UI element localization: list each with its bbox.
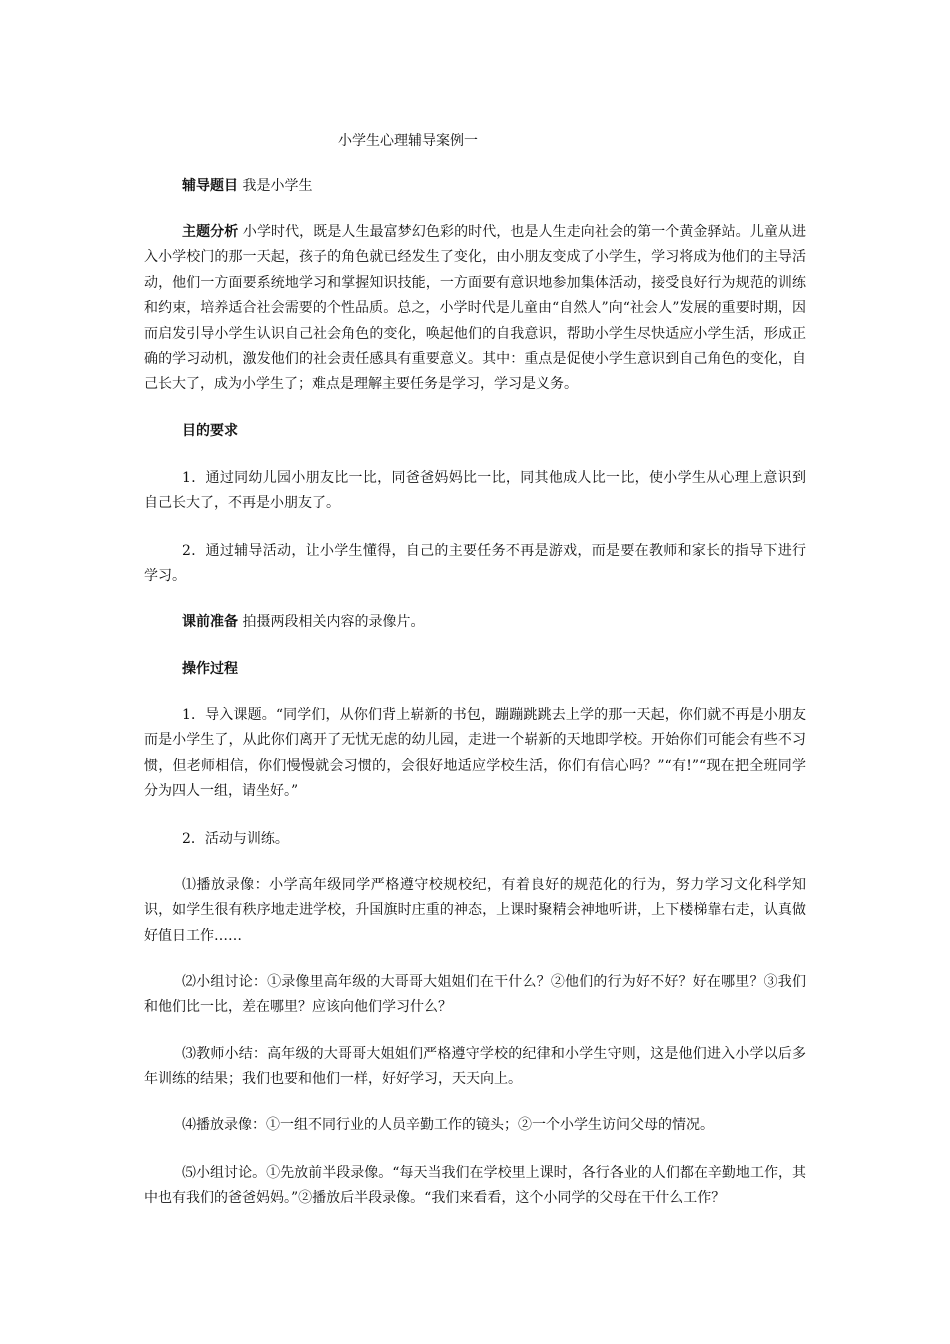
process-step-1: 1．导入课题。“同学们，从你们背上崭新的书包，蹦蹦跳跳去上学的那一天起，你们就不再是小朋友而是小学生了，从此你们离开了无忧无虑的幼儿园，走进一个崭新的天地即学校。开始你们可能会有些不习惯，但老师相信，你们慢慢就会习惯的，会很好地适应学校生活，你们有信心吗？”“有!”“现在把全班同学分为四人一组，请坐好。” (144, 707, 806, 800)
analysis-text: 小学时代，既是人生最富梦幻色彩的时代，也是人生走向社会的第一个黄金驿站。儿童从进入小学校门的那一天起，孩子的角色就已经发生了变化，由小朋友变成了小学生，学习将成为他们的主导活动，他们一方面要系统地学习和掌握知识技能，一方面要有意识地参加集体活动，接受良好行为规范的训练和约束，培养适合社会需要的个性品质。总之，小学时代是儿童由“自然人”向“社会人”发展的重要时期，因而启发引导小学生认识自己社会角色的变化，唤起他们的自我意识，帮助小学生尽快适应小学生活，形成正确的学习动机，激发他们的社会责任感具有重要意义。其中：重点是促使小学生意识到自己角色的变化，自己长大了，成为小学生了；难点是理解主要任务是学习，学习是义务。 (144, 224, 807, 393)
prep-text: 拍摄两段相关内容的录像片。 (242, 614, 425, 630)
process-sub-4: ⑷播放录像：①一组不同行业的人员辛勤工作的镜头；②一个小学生访问父母的情况。 (182, 1117, 714, 1133)
process-step-2: 2．活动与训练。 (182, 831, 289, 847)
goals-heading: 目的要求 (182, 423, 238, 439)
prep-label: 课前准备 (182, 614, 238, 630)
process-sub-3: ⑶教师小结：高年级的大哥哥大姐姐们严格遵守学校的纪律和小学生守则，这是他们进入小学以后多年训练的结果；我们也要和他们一样，好好学习，天天向上。 (144, 1046, 806, 1088)
process-sub-2: ⑵小组讨论：①录像里高年级的大哥哥大姐姐们在干什么？②他们的行为好不好？好在哪里？③我们和他们比一比，差在哪里？应该向他们学习什么？ (144, 974, 806, 1016)
analysis-label: 主题分析 (182, 224, 239, 240)
analysis-paragraph (144, 220, 806, 398)
topic-text: 我是小学生 (242, 178, 313, 194)
process-heading: 操作过程 (182, 661, 238, 677)
topic-label: 辅导题目 (182, 178, 238, 194)
document-title: 小学生心理辅导案例一 (338, 133, 478, 149)
prep-line (182, 612, 424, 632)
goals-item-2: 2．通过辅导活动，让小学生懂得，自己的主要任务不再是游戏，而是要在教师和家长的指导下进行学习。 (144, 543, 806, 585)
process-sub-1: ⑴播放录像：小学高年级同学严格遵守校规校纪，有着良好的规范化的行为，努力学习文化科学知识，如学生很有秩序地走进学校，升国旗时庄重的神态，上课时聚精会神地听讲，上下楼梯靠右走，认真做好值日工作…… (144, 877, 806, 944)
process-sub-5: ⑸小组讨论。①先放前半段录像。“每天当我们在学校里上课时，各行各业的人们都在辛勤地工作，其中也有我们的爸爸妈妈。”②播放后半段录像。“我们来看看，这个小同学的父母在干什么工作？ (144, 1165, 806, 1207)
goals-item-1: 1．通过同幼儿园小朋友比一比，同爸爸妈妈比一比，同其他成人比一比，使小学生从心理上意识到自己长大了，不再是小朋友了。 (144, 470, 806, 512)
topic-line (182, 176, 312, 196)
